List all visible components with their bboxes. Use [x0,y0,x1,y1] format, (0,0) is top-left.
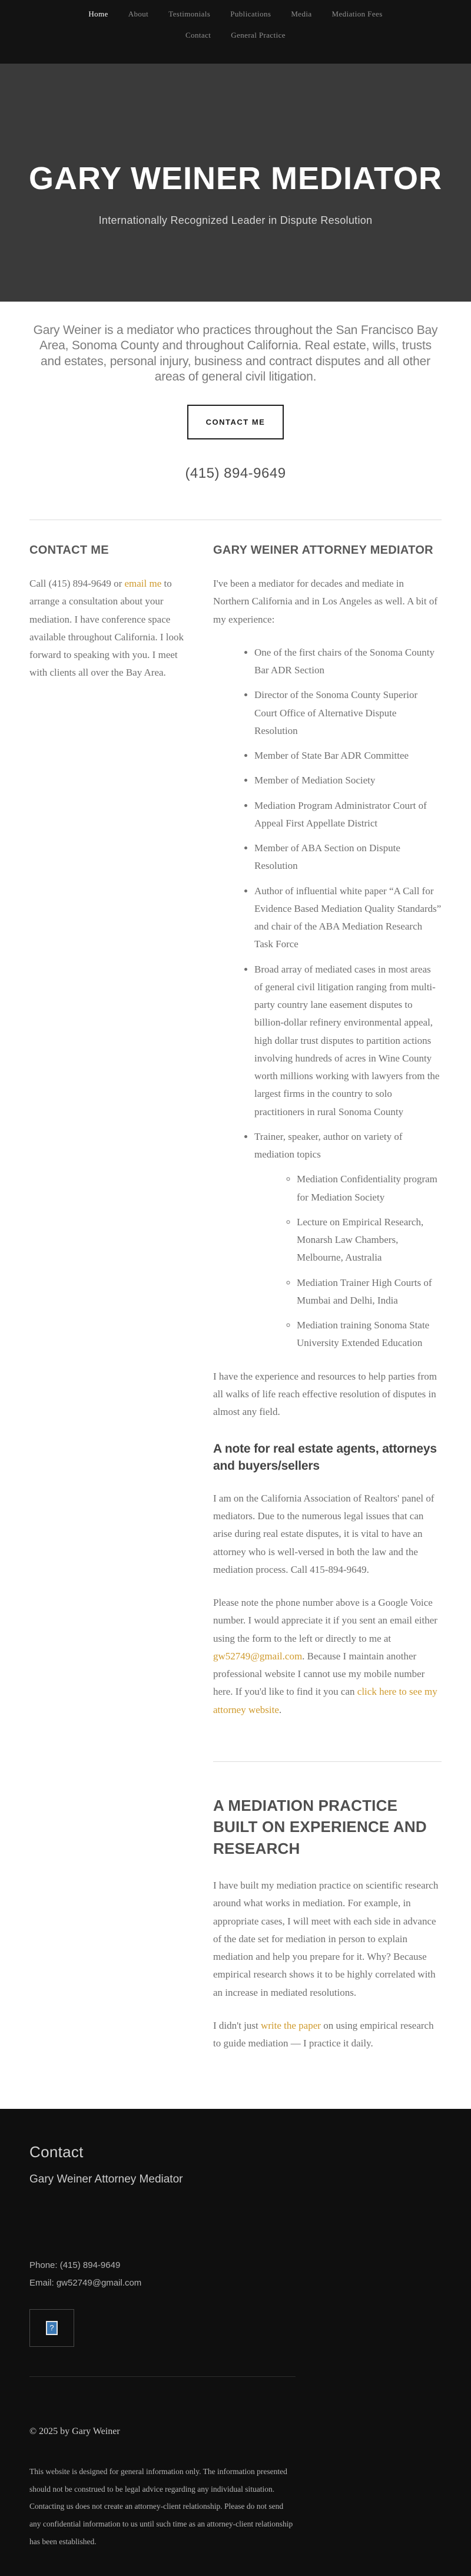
nav-item-media[interactable]: Media [291,9,312,18]
page-footer [0,2109,471,2576]
top-navigation [0,0,471,64]
nav-item-general-practice[interactable]: General Practice [231,31,286,39]
nav-item-publications[interactable]: Publications [230,9,271,18]
experience-summary-paragraph: I have the experience and resources to help parties from all walks of life reach effective resolution of disputes in almost any field. [213,1370,437,1417]
footer-divider [29,2376,296,2377]
contact-column [29,544,194,2068]
main-bottom-spacer [29,2068,442,2109]
experience-item: • Broad array of mediated cases in most areas of general civil litigation ranging from multi-party country lane easement disputes to billion-dollar refinery environmental appeal, high dollar trust disputes to partition actions involving hundreds of acres in Wine County worth millions working with lawyers from the largest firms in the country to solo practitioners in rural Sonoma County [254,961,442,1121]
nav-item-mediation-fees[interactable]: Mediation Fees [331,9,383,18]
main-content [29,323,442,2109]
nav-item-testimonials[interactable]: Testimonials [168,9,211,18]
intro-paragraph: Gary Weiner is a mediator who practices throughout the San Francisco Bay Area, Sonoma County and throughout California. Real estate, wills, trusts and estates, personal injury, business and contract disputes and all other areas of general civil litigation. [33,323,438,383]
phone-note-paragraph [213,1594,442,1719]
phone-note-text-middle: . Because I maintain another professional website I cannot use my mobile number here. If you'd like to find it you can [213,1650,425,1698]
hero-banner [0,64,471,302]
experience-item: • One of the first chairs of the Sonoma County Bar ADR Section [254,644,442,680]
footer-email: Email: gw52749@gmail.com [29,2277,142,2288]
about-intro-paragraph: I've been a mediator for decades and mediate in Northern California and in Los Angeles as well. A bit of my experience: [213,578,438,625]
footer-contact-heading: Contact [29,2143,84,2161]
contact-me-button[interactable]: CONTACT ME [187,405,284,439]
contact-body-text-before: Call (415) 894-9649 or [29,578,125,589]
broken-image-icon: ? [46,2321,58,2335]
experience-item: • Member of State Bar ADR Committee [254,747,442,765]
nav-item-home[interactable]: Home [88,9,108,18]
mediation-topic-item: ◦ Mediation Confidentiality program for Mediation Society [297,1170,442,1206]
nav-row-primary [0,6,471,27]
nav-item-contact[interactable]: Contact [185,31,211,39]
footer-business-name: Gary Weiner Attorney Mediator [29,2173,183,2186]
experience-list [213,644,442,1353]
paper-text-after: on using empirical research to guide mediation — I practice it daily. [213,2019,434,2049]
mediation-topic-item: ◦ Mediation training Sonoma State University Extended Education [297,1317,442,1353]
footer-contact-info [29,2257,442,2291]
paper-text-before: I didn't just [213,2019,261,2031]
real-estate-note-paragraph: I am on the California Association of Realtors' panel of mediators. Due to the numerous legal issues that can arise during real estate disputes, it is vital to have an attorney who is well-versed in both the law and the mediation process. Call 415-894-9649. [213,1492,434,1575]
nav-row-secondary [0,27,471,48]
experience-item [254,1128,442,1353]
attorney-website-link[interactable]: click here to see my attorney website [213,1686,437,1715]
nav-item-about[interactable]: About [128,9,149,18]
experience-item: • Mediation Program Administrator Court of Appeal First Appellate District [254,797,442,833]
about-column-divider [213,1761,442,1762]
mediation-topic-item: ◦ Lecture on Empirical Research, Monarsh Law Chambers, Melbourne, Australia [297,1213,442,1267]
contact-column-heading: CONTACT ME [29,544,109,557]
paper-paragraph [213,2017,442,2053]
experience-item: • Member of ABA Section on Dispute Resolution [254,839,442,875]
experience-item: • Author of influential white paper “A Call for Evidence Based Mediation Quality Standards” and chair of the ABA Mediation Research Task Force [254,882,442,954]
experience-item: • Member of Mediation Society [254,772,442,789]
phone-number-display: (415) 894-9649 [185,465,286,481]
site-tagline: Internationally Recognized Leader in Dispute Resolution [98,214,373,226]
experience-item-label: Trainer, speaker, author on variety of mediation topics [254,1130,403,1160]
about-column [213,544,442,2068]
phone-note-text-after: . [278,1704,282,1715]
real-estate-note-heading: A note for real estate agents, attorneys and buyers/sellers [213,1442,437,1473]
mediation-topic-item: ◦ Mediation Trainer High Courts of Mumbai and Delhi, India [297,1274,442,1310]
mediation-topics-sublist [254,1170,442,1352]
write-the-paper-link[interactable]: write the paper [260,2019,321,2031]
phone-note-text-before: Please note the phone number above is a Google Voice number. I would appreciate it if you sent an email either using the form to the left or directly to me at [213,1597,437,1644]
contact-column-body [29,575,194,682]
research-section-heading: A MEDIATION PRACTICE BUILT ON EXPERIENCE AND RESEARCH [213,1796,427,1857]
site-title: GARY WEINER MEDIATOR [28,160,443,196]
email-me-link[interactable]: email me [124,578,162,589]
social-image-placeholder[interactable] [29,2309,74,2347]
experience-item: • Director of the Sonoma County Superior Court Office of Alternative Dispute Resolution [254,686,442,740]
research-body-paragraph: I have built my mediation practice on scientific research around what works in mediation. For example, in appropriate cases, I will meet with each side in advance of the date set for mediation in person to explain mediation and help you prepare for it. Why? Because empirical research shows it to be highly correlated with an increase in mediated resolutions. [213,1880,439,1998]
copyright-text: © 2025 by Gary Weiner [29,2426,120,2436]
contact-button-wrap [29,405,442,439]
two-column-section [29,544,442,2068]
gmail-address-link[interactable]: gw52749@gmail.com [213,1650,303,1662]
contact-body-text-after: to arrange a consultation about your mediation. I have conference space available throughout California. I look forward to speaking with you. I meet with clients all over the Bay Area. [29,578,184,679]
legal-disclaimer: This website is designed for general information only. The information presented should not be construed to be legal advice regarding any individual situation. Contacting us does not create an attorney-client relationship. Please do not send any confidential information to us until such time as an attorney-client relationship has been established. [29,2466,293,2546]
about-column-heading: GARY WEINER ATTORNEY MEDIATOR [213,544,433,557]
footer-phone: Phone: (415) 894-9649 [29,2260,121,2271]
